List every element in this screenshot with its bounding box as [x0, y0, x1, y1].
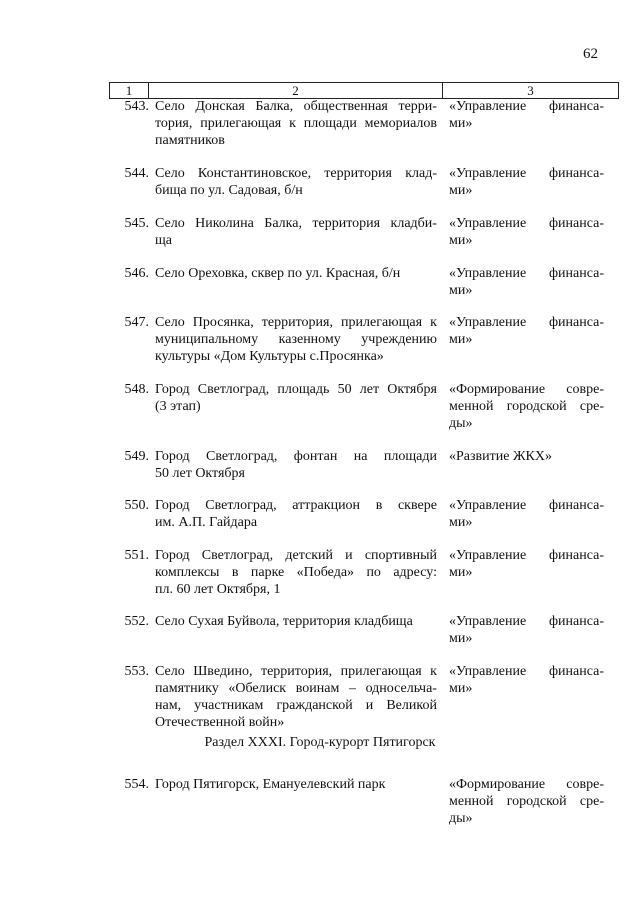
row-program — [449, 448, 604, 465]
row-number: 543. — [124, 99, 149, 114]
program-line: «Формирование совре- — [449, 382, 604, 397]
program-line: «Управление финанса- — [449, 498, 604, 513]
row-description — [155, 448, 437, 482]
page-number: 62 — [583, 46, 598, 62]
section-title: Раздел XXXI. Город-курорт Пятигорск — [204, 735, 436, 750]
description-line: Село Донская Балка, общественная терри- — [155, 99, 437, 114]
row-number: 552. — [124, 614, 149, 629]
description-line: Село Ореховка, сквер по ул. Красная, б/н — [155, 266, 401, 281]
header-col-1: 1 — [110, 83, 149, 98]
program-line: «Управление финанса- — [449, 548, 604, 563]
description-line: памятников — [155, 133, 225, 148]
description-line: ща — [155, 233, 172, 248]
program-line: «Управление финанса- — [449, 266, 604, 281]
description-line: Отечественной войн» — [155, 715, 285, 730]
program-line: ми» — [449, 681, 473, 696]
row-program — [449, 381, 604, 432]
description-line: муниципальному казенному учреждению — [155, 332, 437, 347]
program-line: «Развитие ЖКХ» — [449, 449, 552, 464]
description-line: тория, прилегающая к площади мемориалов — [155, 116, 437, 131]
row-program — [449, 98, 604, 132]
row-number: 550. — [124, 498, 149, 513]
header-col-2: 2 — [149, 83, 443, 98]
row-program — [449, 776, 604, 827]
program-line: ми» — [449, 283, 473, 298]
row-program — [449, 663, 604, 697]
description-line: культуры «Дом Культуры с.Просянка» — [155, 349, 384, 364]
row-program — [449, 613, 604, 647]
program-line: ми» — [449, 116, 473, 131]
description-line: 50 лет Октября — [155, 466, 245, 481]
row-program — [449, 314, 604, 348]
row-number: 551. — [124, 548, 149, 563]
program-line: ми» — [449, 332, 473, 347]
description-line: Село Просянка, территория, прилегающая к — [155, 315, 437, 330]
table-header — [109, 82, 619, 99]
row-description — [155, 497, 437, 531]
program-line: «Управление финанса- — [449, 664, 604, 679]
program-line: «Управление финанса- — [449, 99, 604, 114]
row-description — [155, 215, 437, 249]
program-line: менной городской сре- — [449, 794, 604, 809]
description-line: Город Светлоград, фонтан на площади — [155, 449, 437, 464]
row-description — [155, 547, 437, 598]
description-line: Город Пятигорск, Емануелевский парк — [155, 777, 386, 792]
description-line: им. А.П. Гайдара — [155, 515, 258, 530]
description-line: Город Светлоград, детский и спортивный — [155, 548, 437, 563]
description-line: пл. 60 лет Октября, 1 — [155, 582, 281, 597]
row-number: 547. — [124, 315, 149, 330]
program-line: ми» — [449, 515, 473, 530]
program-line: ми» — [449, 183, 473, 198]
row-program — [449, 547, 604, 581]
description-line: Село Шведино, территория, прилегающая к — [155, 664, 437, 679]
description-line: Город Светлоград, площадь 50 лет Октября — [155, 382, 437, 397]
row-program — [449, 497, 604, 531]
program-line: «Формирование совре- — [449, 777, 604, 792]
row-description — [155, 265, 437, 282]
program-line: менной городской сре- — [449, 399, 604, 414]
row-description — [155, 314, 437, 365]
program-line: ды» — [449, 416, 473, 431]
row-description — [155, 663, 437, 731]
description-line: Село Сухая Буйвола, территория кладбища — [155, 614, 413, 629]
row-number: 549. — [124, 449, 149, 464]
row-number: 546. — [124, 266, 149, 281]
program-line: ды» — [449, 811, 473, 826]
description-line: Село Константиновское, территория клад- — [155, 166, 437, 181]
row-number: 548. — [124, 382, 149, 397]
description-line: нам, участникам гражданской и Великой — [155, 698, 437, 713]
description-line: (3 этап) — [155, 399, 201, 414]
program-line: «Управление финанса- — [449, 166, 604, 181]
row-number: 553. — [124, 664, 149, 679]
row-description — [155, 613, 437, 630]
description-line: Город Светлоград, аттракцион в сквере — [155, 498, 437, 513]
row-program — [449, 215, 604, 249]
program-line: ми» — [449, 631, 473, 646]
description-line: бища по ул. Садовая, б/н — [155, 183, 303, 198]
description-line: памятнику «Обелиск воинам – односельча- — [155, 681, 437, 696]
row-number: 544. — [124, 166, 149, 181]
row-number: 554. — [124, 777, 149, 792]
description-line: Село Николина Балка, территория кладби- — [155, 216, 437, 231]
row-description — [155, 381, 437, 415]
row-description — [155, 165, 437, 199]
row-description — [155, 776, 437, 793]
program-line: ми» — [449, 565, 473, 580]
program-line: «Управление финанса- — [449, 216, 604, 231]
program-line: «Управление финанса- — [449, 315, 604, 330]
row-program — [449, 265, 604, 299]
program-line: ми» — [449, 233, 473, 248]
row-description — [155, 98, 437, 149]
header-col-3: 3 — [527, 83, 534, 98]
program-line: «Управление финанса- — [449, 614, 604, 629]
description-line: комплексы в парке «Победа» по адресу: — [155, 565, 437, 580]
row-number: 545. — [124, 216, 149, 231]
row-program — [449, 165, 604, 199]
